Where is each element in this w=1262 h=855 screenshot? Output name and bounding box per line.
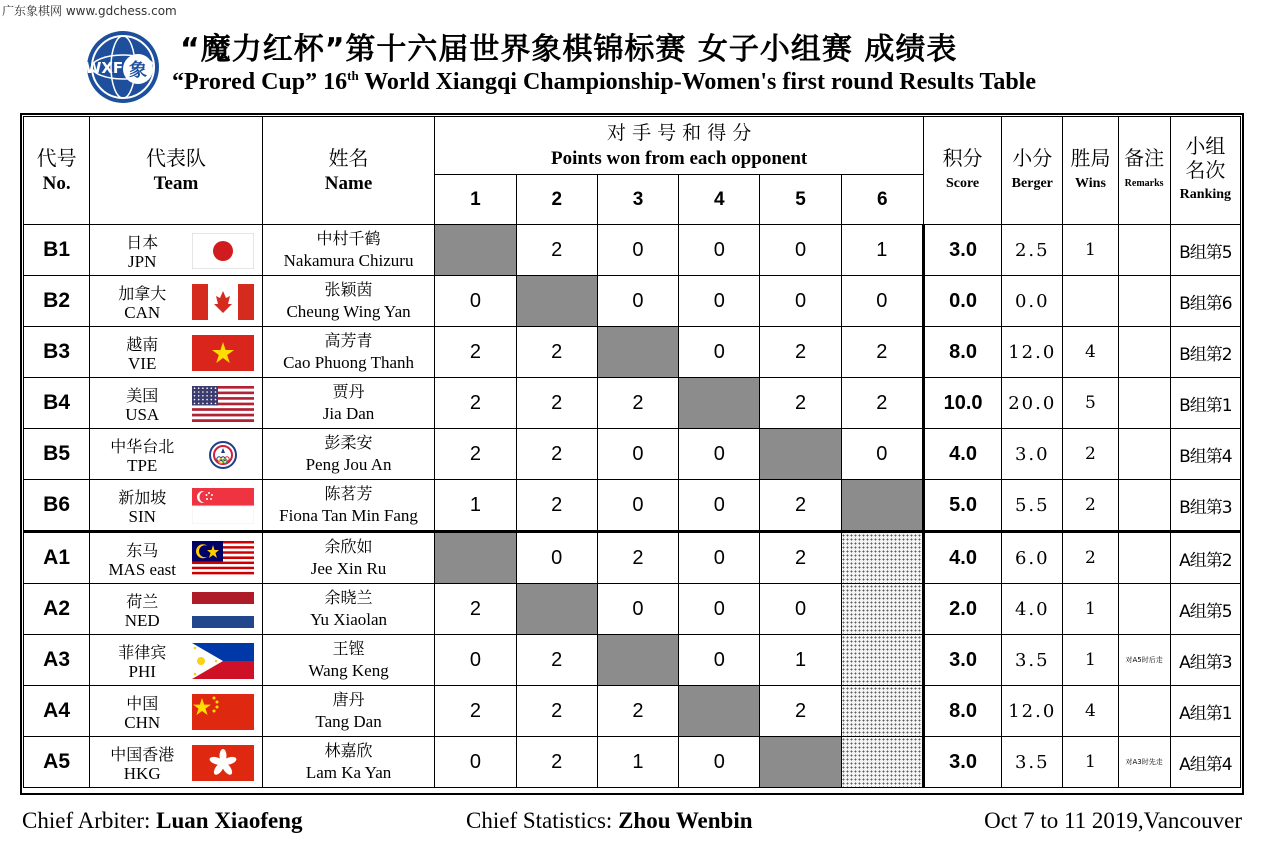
points-cell: 0	[597, 225, 678, 276]
results-body	[24, 225, 1241, 788]
team-cell	[90, 378, 263, 429]
score-cell: 3.0	[923, 635, 1001, 686]
points-cell: 0	[679, 635, 760, 686]
player-name-cn: 贾丹	[332, 382, 365, 401]
points-cell: 0	[435, 635, 516, 686]
player-code: B5	[24, 429, 90, 480]
player-name-cell	[262, 276, 435, 327]
ranking-cell: A组第3	[1170, 635, 1240, 686]
team-cell	[90, 429, 263, 480]
team-name-cn: 日本	[126, 233, 159, 252]
header-score: 积分 Score	[923, 117, 1001, 225]
wins-cell: 2	[1063, 480, 1118, 532]
team-name-en: JPN	[128, 252, 157, 271]
team-cell	[90, 737, 263, 788]
points-cell: 2	[435, 327, 516, 378]
player-name-cell	[262, 584, 435, 635]
opponent-col-2: 2	[516, 175, 597, 225]
berger-cell: 6.0	[1002, 532, 1063, 584]
opponent-col-4: 4	[679, 175, 760, 225]
table-row	[24, 225, 1241, 276]
title-en-suffix: World Xiangqi Championship-Women's first round Results Table	[358, 69, 1036, 95]
score-cell: 2.0	[923, 584, 1001, 635]
points-cell: 2	[760, 480, 841, 532]
opponent-col-1: 1	[435, 175, 516, 225]
table-row	[24, 584, 1241, 635]
flag-china-icon	[192, 694, 254, 730]
points-cell: 2	[841, 327, 923, 378]
team-name-cn: 荷兰	[126, 592, 159, 611]
score-cell: 8.0	[923, 686, 1001, 737]
points-cell: 0	[679, 480, 760, 532]
ranking-cell: B组第1	[1170, 378, 1240, 429]
team-name-cn: 菲律宾	[118, 643, 167, 662]
berger-cell: 2.5	[1002, 225, 1063, 276]
player-name-en: Cao Phuong Thanh	[283, 353, 415, 372]
ranking-cell: B组第6	[1170, 276, 1240, 327]
wins-cell: 4	[1063, 327, 1118, 378]
ranking-cell: B组第4	[1170, 429, 1240, 480]
remarks-cell	[1118, 480, 1170, 532]
points-cell: 0	[760, 276, 841, 327]
self-game-cell	[435, 225, 516, 276]
ranking-cell: B组第5	[1170, 225, 1240, 276]
team-name-en: SIN	[128, 507, 156, 526]
points-cell: 0	[760, 225, 841, 276]
team-name-cn: 美国	[126, 386, 159, 405]
berger-cell: 12.0	[1002, 327, 1063, 378]
player-code: B3	[24, 327, 90, 378]
player-code: A3	[24, 635, 90, 686]
header-team: 代表队 Team	[90, 117, 263, 225]
points-cell: 0	[679, 429, 760, 480]
no-game-cell	[841, 635, 923, 686]
self-game-cell	[841, 480, 923, 532]
score-cell: 4.0	[923, 429, 1001, 480]
player-name-cell	[262, 480, 435, 532]
team-name-cn: 新加坡	[118, 488, 167, 507]
points-cell: 2	[516, 635, 597, 686]
team-cell	[90, 327, 263, 378]
points-cell: 2	[841, 378, 923, 429]
player-code: B6	[24, 480, 90, 532]
team-name-cn: 中国香港	[110, 745, 175, 764]
player-name-cn: 中村千鹤	[316, 229, 381, 248]
wins-cell: 4	[1063, 686, 1118, 737]
points-cell: 2	[435, 686, 516, 737]
chief-arbiter: Chief Arbiter: Luan Xiaofeng	[22, 808, 303, 833]
player-code: B2	[24, 276, 90, 327]
team-name-en: USA	[125, 405, 160, 424]
flag-usa-icon	[192, 386, 254, 422]
points-cell: 2	[760, 532, 841, 584]
player-name-cn: 张颖茵	[324, 280, 373, 299]
player-name-cell	[262, 429, 435, 480]
player-name-cn: 余晓兰	[324, 588, 373, 607]
header-berger: 小分 Berger	[1002, 117, 1063, 225]
score-cell: 0.0	[923, 276, 1001, 327]
player-code: A5	[24, 737, 90, 788]
flag-tpe-icon	[192, 437, 254, 473]
no-game-cell	[841, 584, 923, 635]
points-cell: 2	[760, 686, 841, 737]
remarks-cell	[1118, 276, 1170, 327]
table-row	[24, 378, 1241, 429]
player-name-cn: 高芳青	[324, 331, 373, 350]
no-game-cell	[841, 737, 923, 788]
table-row	[24, 327, 1241, 378]
chief-statistics: Chief Statistics: Zhou Wenbin	[466, 808, 753, 833]
opponent-col-3: 3	[597, 175, 678, 225]
ranking-cell: A组第2	[1170, 532, 1240, 584]
points-cell: 0	[679, 584, 760, 635]
opponent-col-5: 5	[760, 175, 841, 225]
points-cell: 1	[760, 635, 841, 686]
player-name-cn: 王铿	[332, 639, 365, 658]
points-cell: 0	[597, 429, 678, 480]
player-name-en: Cheung Wing Yan	[286, 302, 411, 321]
self-game-cell	[760, 737, 841, 788]
player-name-en: Nakamura Chizuru	[283, 251, 414, 270]
points-cell: 0	[597, 276, 678, 327]
score-cell: 8.0	[923, 327, 1001, 378]
header-remarks: 备注 Remarks	[1118, 117, 1170, 225]
flag-netherlands-icon	[192, 592, 254, 628]
points-cell: 2	[516, 737, 597, 788]
table-row	[24, 635, 1241, 686]
points-cell: 2	[597, 532, 678, 584]
player-name-en: Wang Keng	[308, 661, 389, 680]
team-name-en: MAS east	[108, 560, 176, 579]
player-code: A4	[24, 686, 90, 737]
self-game-cell	[435, 532, 516, 584]
self-game-cell	[597, 635, 678, 686]
team-name-en: VIE	[128, 354, 157, 373]
ranking-cell: A组第5	[1170, 584, 1240, 635]
player-name-cell	[262, 225, 435, 276]
points-cell: 0	[597, 480, 678, 532]
player-name-cn: 唐丹	[332, 690, 365, 709]
no-game-cell	[841, 686, 923, 737]
remarks-cell	[1118, 378, 1170, 429]
self-game-cell	[597, 327, 678, 378]
team-name-en: PHI	[128, 662, 156, 681]
header-no: 代号 No.	[24, 117, 90, 225]
points-cell: 0	[435, 737, 516, 788]
player-name-en: Jee Xin Ru	[310, 559, 387, 578]
player-name-en: Lam Ka Yan	[305, 763, 392, 782]
score-cell: 3.0	[923, 737, 1001, 788]
wins-cell: 1	[1063, 737, 1118, 788]
points-cell: 2	[760, 327, 841, 378]
points-cell: 1	[841, 225, 923, 276]
player-name-cell	[262, 686, 435, 737]
points-cell: 2	[516, 225, 597, 276]
flag-japan-icon	[192, 233, 254, 269]
points-cell: 0	[597, 584, 678, 635]
self-game-cell	[516, 584, 597, 635]
points-cell: 0	[516, 532, 597, 584]
header-name: 姓名 Name	[262, 117, 435, 225]
player-name-en: Yu Xiaolan	[310, 610, 388, 629]
header-wins: 胜局 Wins	[1063, 117, 1118, 225]
score-cell: 3.0	[923, 225, 1001, 276]
team-name-en: TPE	[127, 456, 158, 475]
berger-cell: 0.0	[1002, 276, 1063, 327]
player-name-cell	[262, 532, 435, 584]
table-row	[24, 532, 1241, 584]
points-cell: 0	[679, 327, 760, 378]
event-date-location: Oct 7 to 11 2019,Vancouver	[984, 808, 1242, 833]
header-ranking: 小组名次 Ranking	[1170, 117, 1240, 225]
remarks-cell	[1118, 584, 1170, 635]
flag-hongkong-icon	[192, 745, 254, 781]
wxf-logo	[82, 29, 164, 105]
player-code: B1	[24, 225, 90, 276]
player-code: A2	[24, 584, 90, 635]
opponent-col-6: 6	[841, 175, 923, 225]
wins-cell	[1063, 276, 1118, 327]
table-row	[24, 686, 1241, 737]
player-name-cn: 陈茗芳	[324, 484, 373, 503]
ranking-cell: A组第4	[1170, 737, 1240, 788]
wins-cell: 1	[1063, 635, 1118, 686]
logo-text: WXF	[84, 59, 124, 77]
points-cell: 0	[679, 276, 760, 327]
berger-cell: 12.0	[1002, 686, 1063, 737]
points-cell: 0	[760, 584, 841, 635]
team-name-en: HKG	[123, 764, 161, 783]
wins-cell: 2	[1063, 532, 1118, 584]
team-cell	[90, 584, 263, 635]
points-cell: 2	[516, 327, 597, 378]
ranking-cell: B组第3	[1170, 480, 1240, 532]
player-name-cn: 余欣如	[324, 537, 373, 556]
table-row	[24, 276, 1241, 327]
site-watermark: 广东象棋网 www.gdchess.com	[2, 4, 177, 18]
flag-singapore-icon	[192, 488, 254, 524]
points-cell: 2	[516, 429, 597, 480]
player-name-en: Jia Dan	[322, 404, 375, 423]
table-row	[24, 429, 1241, 480]
self-game-cell	[516, 276, 597, 327]
title-chinese: “魔力红杯”第十六届世界象棋锦标赛 女子小组赛 成绩表	[180, 32, 958, 67]
flag-vietnam-icon	[192, 335, 254, 371]
score-cell: 10.0	[923, 378, 1001, 429]
points-cell: 0	[841, 276, 923, 327]
points-cell: 2	[516, 378, 597, 429]
player-name-cn: 林嘉欣	[324, 741, 373, 760]
points-cell: 2	[597, 378, 678, 429]
remarks-cell: 对A5时后走	[1118, 635, 1170, 686]
berger-cell: 3.0	[1002, 429, 1063, 480]
points-cell: 0	[679, 737, 760, 788]
player-code: B4	[24, 378, 90, 429]
flag-malaysia-icon	[192, 541, 254, 577]
team-cell	[90, 225, 263, 276]
ranking-cell: B组第2	[1170, 327, 1240, 378]
remarks-cell: 对A3时先走	[1118, 737, 1170, 788]
player-name-en: Fiona Tan Min Fang	[279, 506, 418, 525]
flag-philippines-icon	[192, 643, 254, 679]
player-name-en: Tang Dan	[315, 712, 382, 731]
team-name-cn: 中国	[126, 694, 159, 713]
points-cell: 1	[435, 480, 516, 532]
player-code: A1	[24, 532, 90, 584]
remarks-cell	[1118, 429, 1170, 480]
player-name-cell	[262, 378, 435, 429]
no-game-cell	[841, 532, 923, 584]
wins-cell: 1	[1063, 225, 1118, 276]
table-row	[24, 737, 1241, 788]
self-game-cell	[679, 378, 760, 429]
points-cell: 0	[841, 429, 923, 480]
results-table	[23, 116, 1241, 788]
team-name-en: CHN	[124, 713, 161, 732]
player-name-cell	[262, 737, 435, 788]
ranking-cell: A组第1	[1170, 686, 1240, 737]
title-en-sup: th	[347, 68, 359, 83]
wins-cell: 1	[1063, 584, 1118, 635]
player-name-cell	[262, 327, 435, 378]
remarks-cell	[1118, 686, 1170, 737]
team-name-cn: 越南	[126, 335, 159, 354]
points-cell: 2	[516, 480, 597, 532]
self-game-cell	[679, 686, 760, 737]
team-cell	[90, 686, 263, 737]
team-name-en: NED	[124, 611, 160, 630]
team-cell	[90, 276, 263, 327]
flag-canada-icon	[192, 284, 254, 320]
points-cell: 2	[760, 378, 841, 429]
team-cell	[90, 635, 263, 686]
score-cell: 5.0	[923, 480, 1001, 532]
berger-cell: 4.0	[1002, 584, 1063, 635]
remarks-cell	[1118, 532, 1170, 584]
player-name-cell	[262, 635, 435, 686]
wins-cell: 2	[1063, 429, 1118, 480]
title-english	[172, 68, 1036, 96]
table-row	[24, 480, 1241, 532]
berger-cell: 3.5	[1002, 635, 1063, 686]
team-name-en: CAN	[124, 303, 161, 322]
points-cell: 0	[679, 532, 760, 584]
score-cell: 4.0	[923, 532, 1001, 584]
points-cell: 2	[597, 686, 678, 737]
berger-cell: 3.5	[1002, 737, 1063, 788]
svg-text:象: 象	[129, 60, 147, 81]
team-cell	[90, 480, 263, 532]
player-name-en: Peng Jou An	[305, 455, 392, 474]
points-cell: 2	[516, 686, 597, 737]
player-name-cn: 彭柔安	[324, 433, 373, 452]
title-en-prefix: “Prored Cup” 16	[172, 69, 348, 95]
points-cell: 2	[435, 429, 516, 480]
berger-cell: 5.5	[1002, 480, 1063, 532]
remarks-cell	[1118, 327, 1170, 378]
team-cell	[90, 532, 263, 584]
points-cell: 2	[435, 378, 516, 429]
points-cell: 0	[679, 225, 760, 276]
team-name-cn: 加拿大	[118, 284, 167, 303]
team-name-cn: 中华台北	[110, 437, 175, 456]
team-name-cn: 东马	[126, 541, 159, 560]
points-cell: 0	[435, 276, 516, 327]
points-cell: 2	[435, 584, 516, 635]
berger-cell: 20.0	[1002, 378, 1063, 429]
points-cell: 1	[597, 737, 678, 788]
remarks-cell	[1118, 225, 1170, 276]
wins-cell: 5	[1063, 378, 1118, 429]
header-opponents: 对 手 号 和 得 分 Points won from each opponent	[435, 117, 924, 175]
self-game-cell	[760, 429, 841, 480]
